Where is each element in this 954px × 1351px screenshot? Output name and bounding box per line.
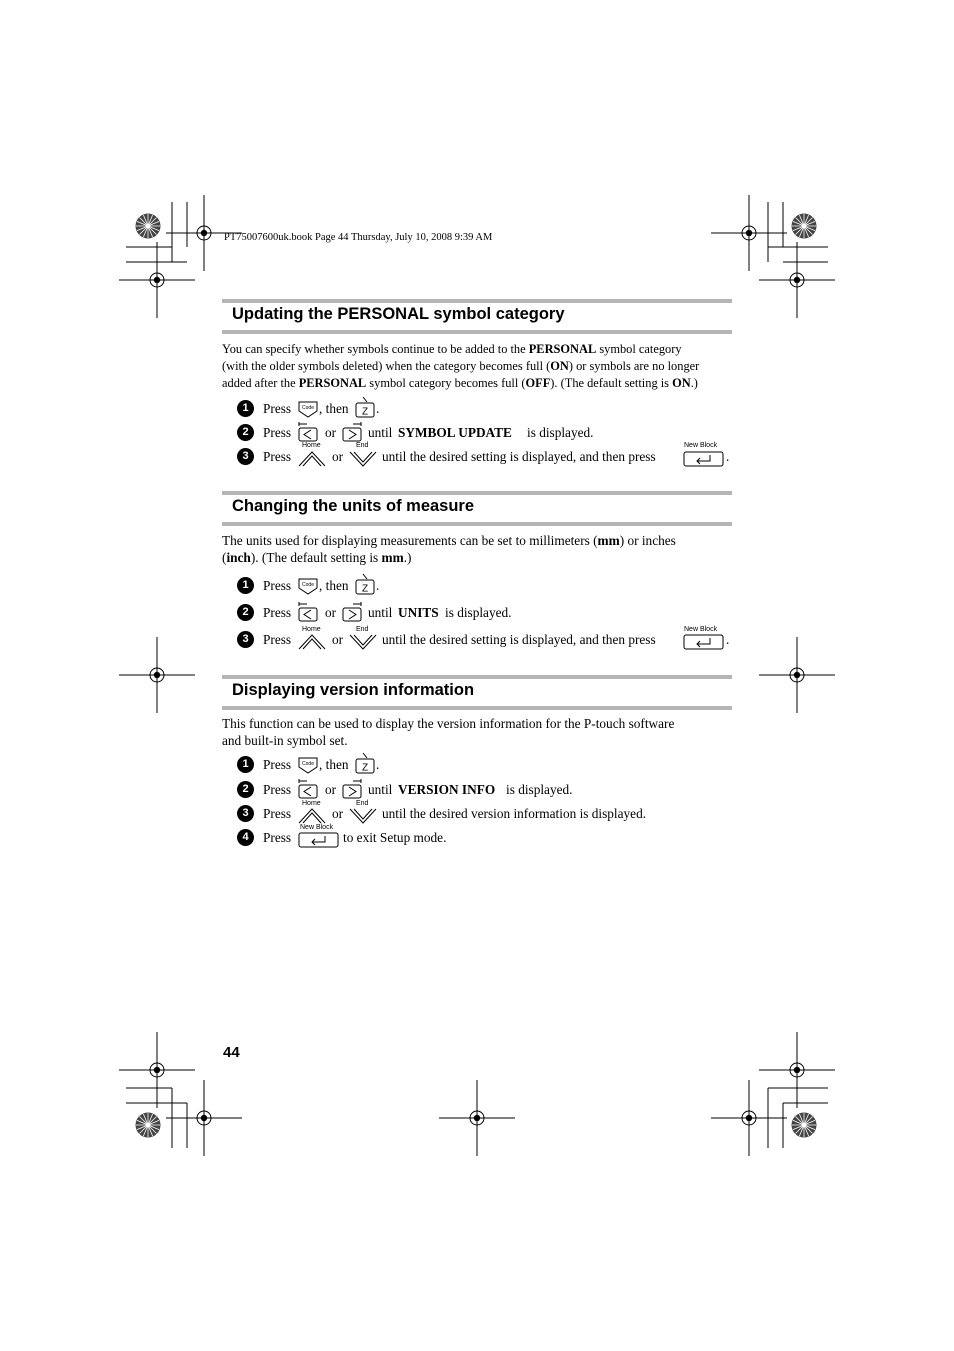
down-arrow-key-icon [348, 807, 378, 825]
new-block-caption: New Block [684, 626, 718, 633]
step-3: 3 Press Home or End until the desired version information is displayed. [237, 803, 737, 825]
step-number: 4 [237, 829, 254, 846]
code-key-icon [297, 756, 319, 774]
up-arrow-key-icon [297, 450, 327, 468]
step-2: 2 Press or until UNITS is displayed. [237, 602, 737, 624]
up-arrow-key-icon [297, 633, 327, 651]
up-arrow-key-icon [297, 807, 327, 825]
svg-text:Code: Code [302, 761, 314, 767]
right-arrow-key-icon [341, 777, 363, 799]
enter-key-icon [298, 832, 340, 849]
section-intro: The units used for displaying measurements can be set to millimeters (mm) or inches (inch). (The default setting is mm.) [222, 533, 676, 565]
step-3: 3 Press Home or End until the desired setting is displayed, and then press New Block . [237, 446, 737, 468]
step-number: 3 [237, 631, 254, 648]
step-2: 2 Press or until VERSION INFO is displayed. [237, 779, 737, 801]
section-intro: This function can be used to display the version information for the P-touch software and built-in symbol set. [222, 716, 675, 748]
step-number: 2 [237, 604, 254, 621]
svg-text:Z: Z [361, 406, 369, 418]
svg-text:Code: Code [302, 405, 314, 411]
enter-key-icon [683, 634, 725, 651]
page-number: 44 [223, 1044, 240, 1061]
z-key-icon [354, 396, 376, 418]
code-key-icon [297, 400, 319, 418]
new-block-caption: New Block [300, 824, 334, 831]
down-arrow-key-icon [348, 450, 378, 468]
section-header-units [222, 491, 732, 526]
end-caption: End [356, 626, 369, 633]
end-caption: End [356, 800, 369, 807]
home-caption: Home [302, 800, 321, 807]
step-1: 1 Press Code , then Z . [237, 575, 737, 597]
step-number: 3 [237, 448, 254, 465]
left-arrow-key-icon [297, 420, 319, 442]
enter-key-icon [683, 451, 725, 468]
section-header-version [222, 675, 732, 710]
svg-text:Z: Z [361, 583, 369, 595]
home-caption: Home [302, 626, 321, 633]
section-intro: You can specify whether symbols continue to be added to the PERSONAL symbol category (with the older symbols deleted) when the category becomes full (ON) or symbols are no longer added after the PERSONAL symbol category becomes full (OFF). (The default setting is ON.) [222, 342, 700, 390]
step-number: 2 [237, 781, 254, 798]
step-1: 1 Press Code , then Z . [237, 754, 737, 776]
step-number: 1 [237, 577, 254, 594]
section-title: Changing the units of measure [232, 497, 475, 515]
step-2: 2 Press or until SYMBOL UPDATE is displayed. [237, 422, 737, 444]
section-title: Displaying version information [232, 681, 475, 699]
down-arrow-key-icon [348, 633, 378, 651]
right-arrow-key-icon [341, 600, 363, 622]
z-key-icon [354, 752, 376, 774]
step-number: 2 [237, 424, 254, 441]
right-arrow-key-icon [341, 420, 363, 442]
end-caption: End [356, 442, 369, 449]
svg-text:Code: Code [302, 582, 314, 588]
book-info-line: PT75007600uk.book Page 44 Thursday, July 10, 2008 9:39 AM [224, 232, 493, 243]
step-number: 3 [237, 805, 254, 822]
left-arrow-key-icon [297, 600, 319, 622]
step-number: 1 [237, 756, 254, 773]
new-block-caption: New Block [684, 442, 718, 449]
z-key-icon [354, 573, 376, 595]
step-3: 3 Press Home or End until the desired setting is displayed, and then press New Block . [237, 629, 737, 651]
code-key-icon [297, 577, 319, 595]
svg-text:Z: Z [361, 762, 369, 774]
step-4: 4 Press New Block to exit Setup mode. [237, 827, 737, 849]
home-caption: Home [302, 442, 321, 449]
section-header-personal [222, 299, 732, 334]
section-title: Updating the PERSONAL symbol category [232, 305, 565, 323]
left-arrow-key-icon [297, 777, 319, 799]
step-number: 1 [237, 400, 254, 417]
step-1: 1 Press Code , then Z . [237, 398, 737, 420]
